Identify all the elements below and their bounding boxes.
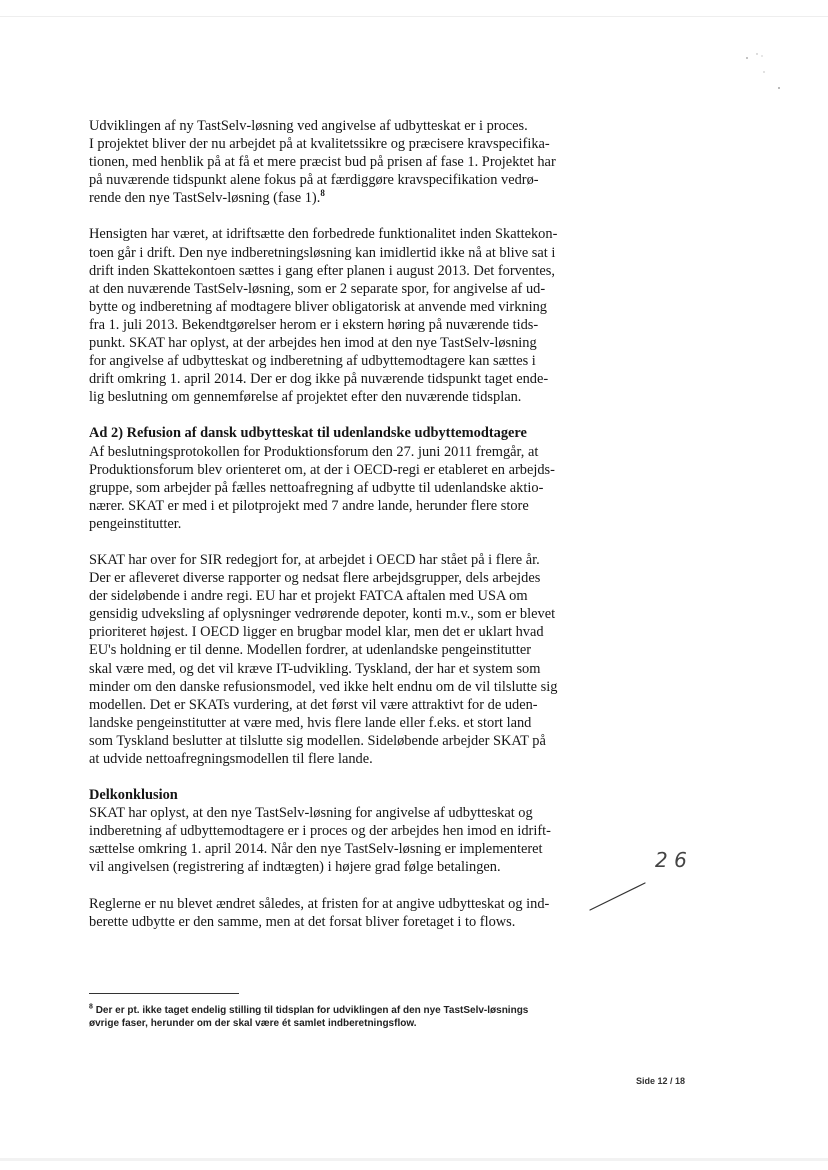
footnote: $^8$ Der er pt. ikke taget endelig stilling til tidsplan for udviklingen af den nye TastSelv-løsnings øvrige faser, herunder om der skal være ét samlet indberetningsflow.: [89, 1003, 529, 1029]
body-text: [89, 117, 629, 931]
paragraph-tastselv-development: Udviklingen af ny TastSelv-løsning ved angivelse af udbytteskat er i proces. I projektet bliver der nu arbejdet på at kvalitetssikre og præcisere kravspecifika- tionen, med henblik på at få et mere præcist bud på prisen af fase 1. Projektet har på nuværende tidspunkt alene fokus på at færdiggøre kravspecifikation vedrø- rende den nye TastSelv-løsning (fase 1).$^8$: [89, 118, 556, 207]
scan-specks: [735, 40, 795, 100]
section-refund-foreign-dividend: Ad 2) Refusion af dansk udbytteskat til udenlandske udbyttemodtagere Af beslutningsprotokollen for Produktionsforum den 27. juni 2011 fremgår, at Produktionsforum blev orienteret om, at der i OECD-regi er etableret en arbejds- gruppe, som arbejder på fælles nettoafregning af udbytte til udenlandske aktio- nærer. SKAT er med i et pilotprojekt med 7 andre lande, herunder flere store pengeinstitutter.: [89, 424, 629, 533]
handwritten-annotation: [585, 835, 695, 915]
paragraph-oecd-work: SKAT har over for SIR redegjort for, at arbejdet i OECD har stået på i flere år. Der er afleveret diverse rapporter og nedsat flere arbejdsgrupper, dels arbejdes der sideløbende i andre regi. EU har et projekt FATCA aftalen med USA om gensidig udveksling af oplysninger vedrørende depoter, konti m.v., som er blevet prioriteret højest. I OECD ligger en brugbar model klar, men det er uklart hvad EU's holdning er til denne. Modellen fordrer, at udenlandske pengeinstitutter skal være med, og det vil kræve IT-udvikling. Tyskland, der har et system som minder om den danske refusionsmodel, ved ikke helt endnu om de vil tilslutte sig modellen. Det er SKATs vurdering, at det først vil være attraktivt for de uden- landske pengeinstitutter at være med, hvis flere lande eller f.eks. et stort land som Tyskland beslutter at tilslutte sig modellen. Sideløbende arbejder SKAT på at udvide nettoafregningsmodellen til flere lande.: [89, 551, 558, 767]
pen-stroke: [590, 883, 645, 910]
paragraph-intention: Hensigten har været, at idriftsætte den forbedrede funktionalitet inden Skattekon- toen går i drift. Den nye indberetningsløsning kan imidlertid ikke nå at blive sat i drift inden Skattekontoen sættes i gang efter planen i august 2013. Det forventes, at den nuværende TastSelv-løsning, som er 2 separate spor, for angivelse af ud- bytte og indberetning af modtagere bliver obligatorisk at anvende med virkning fra 1. juli 2013. Bekendtgørelser herom er i ekstern høring på nuværende tids- punkt. SKAT har oplyst, at der arbejdes hen imod at den nye TastSelv-løsning for angivelse af udbytteskat og indberetning af udbyttemodtagere kan sættes i drift omkring 1. april 2014. Der er dog ikke på nuværende tidspunkt taget ende- lig beslutning om gennemførelse af projektet efter den nuværende tidsplan.: [89, 226, 558, 406]
page-number: Side 12 / 18: [636, 1076, 686, 1086]
scan-bottom-edge: [0, 1158, 828, 1161]
footnote-mark: 8: [89, 1003, 93, 1011]
scan-top-edge: [0, 16, 828, 17]
handwritten-mark: 2 6: [655, 848, 687, 872]
section-delkonklusion: Delkonklusion SKAT har oplyst, at den nye TastSelv-løsning for angivelse af udbytteskat og indberetning af udbyttemodtagere er i proces og der arbejdes hen imod en idrift- sættelse omkring 1. april 2014. Når den nye TastSelv-løsning er implementeret vil angivelsen (registrering af indtægten) i højere grad følge betalingen.: [89, 786, 629, 876]
section-heading-ad2: Ad 2) Refusion af dansk udbytteskat til udenlandske udbyttemodtagere: [89, 425, 527, 442]
section-heading-delkonklusion: Delkonklusion: [89, 787, 178, 804]
footnote-divider: [89, 993, 239, 994]
footnote-reference: 8: [320, 188, 325, 199]
paragraph-rules-changed: Reglerne er nu blevet ændret således, at fristen for at angive udbytteskat og ind- berette udbytte er den samme, men at det forsat bliver foretaget i to flows.: [89, 895, 550, 930]
